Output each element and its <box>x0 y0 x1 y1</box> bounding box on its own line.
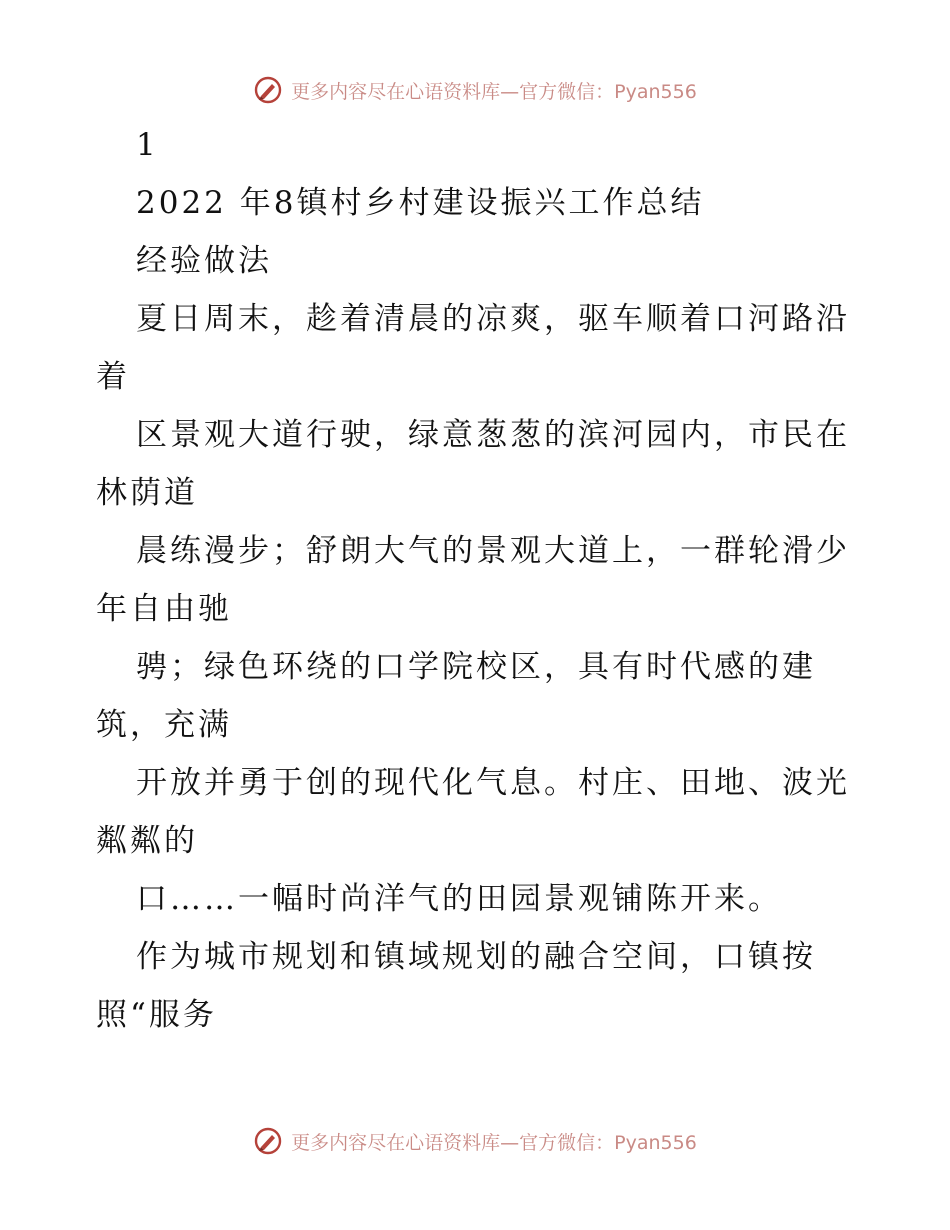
pen-logo-icon <box>253 75 283 105</box>
pen-logo-icon <box>253 1126 283 1156</box>
text-line: 区景观大道行驶，绿意葱葱的滨河园内，市民在 <box>136 417 850 453</box>
footer-watermark-text: 更多内容尽在心语资料库—官方微信：Pyan556 <box>291 1131 697 1154</box>
footer-watermark <box>0 1121 950 1161</box>
text-line: 晨练漫步；舒朗大气的景观大道上，一群轮滑少 <box>136 533 850 569</box>
text-line: 照“服务 <box>96 997 217 1033</box>
text-line: 作为城市规划和镇域规划的融合空间，口镇按 <box>136 939 816 975</box>
text-line: 开放并勇于创的现代化气息。村庄、田地、波光 <box>136 765 850 801</box>
header-watermark-text: 更多内容尽在心语资料库—官方微信：Pyan556 <box>291 80 697 103</box>
document-body <box>96 116 856 1044</box>
text-line: 粼粼的 <box>96 823 198 859</box>
header-watermark <box>0 70 950 110</box>
text-line: 年自由驰 <box>96 591 232 627</box>
text-line: 口……一幅时尚洋气的田园景观铺陈开来。 <box>136 881 782 917</box>
text-line: 骋；绿色环绕的口学院校区，具有时代感的建 <box>136 649 816 685</box>
text-line: 夏日周末，趁着清晨的凉爽，驱车顺着口河路沿 <box>136 301 850 337</box>
text-line: 林荫道 <box>96 475 198 511</box>
text-line: 1 <box>136 127 159 163</box>
text-line: 着 <box>96 359 130 395</box>
text-line: 筑，充满 <box>96 707 232 743</box>
text-line: 经验做法 <box>136 243 272 279</box>
text-line: 2022 年8镇村乡村建设振兴工作总结 <box>136 185 705 221</box>
